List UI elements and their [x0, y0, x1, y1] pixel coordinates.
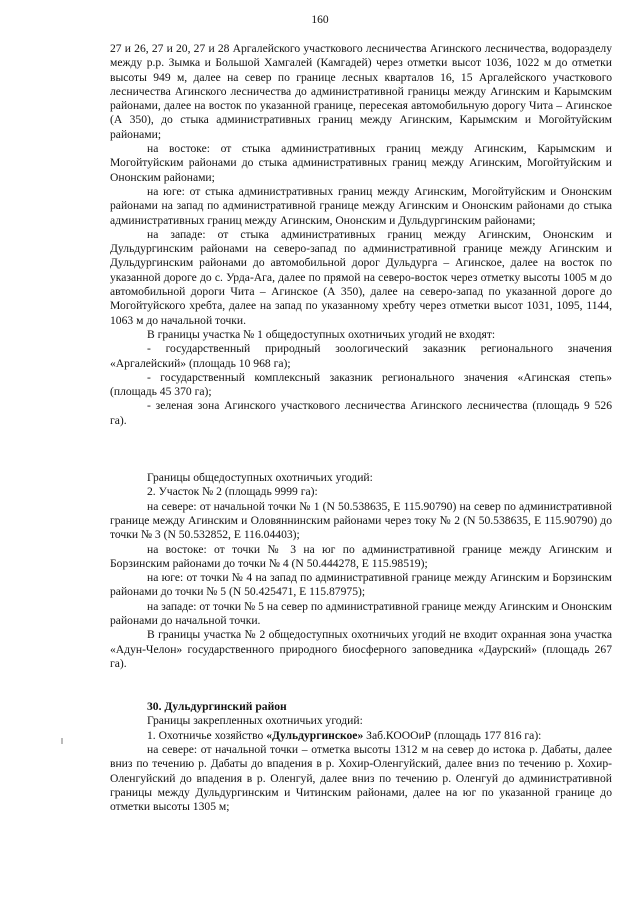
paragraph-continuation: 27 и 26, 27 и 20, 27 и 28 Аргалейского участкового лесничества Агинского лесничества, водоразделу между р.р. Зымка и Большой Хамгалей (Камгадей) через отметки высот 1036, 1022 м до отметки высоты 949 м, далее на север по границе лесных кварталов 16, 15 Аргалейского участкового лесничества Агинского лесничества до административной границы между Агинским и Карымским районами, далее на восток по указанной границе, пересекая автомобильную дорогу Чита – Агинское (А 350), до стыка административных границ между Агинским, Карымским и Могойтуйским районами;	[110, 42, 612, 141]
spacer	[110, 671, 612, 700]
paragraph-south: на юге: от точки № 4 на запад по административной границе между Агинским и Борзинским районами до точки № 5 (N 50.425471, E 115.87975);	[110, 571, 612, 599]
paragraph-north: на севере: от начальной точки – отметка высоты 1312 м на север до истока р. Дабаты, далее вниз по течению р. Дабаты до впадения в р. Хохир-Оленгуйский, далее вниз по течению р. Хохир-Оленгуйский до впадения в р. Оленгуй, далее вниз по течению р. Оленгуй до административной границы между Дульдургинским и Читинским районами, далее на юг по указанной границе до отметки высоты 1305 м;	[110, 743, 612, 814]
district-heading: 30. Дульдургинский район	[147, 700, 287, 714]
section-subheading: Границы закрепленных охотничьих угодий:	[147, 714, 363, 728]
exclusion-item: - государственный комплексный заказник регионального значения «Агинская степь» (площадь 45 370 га);	[110, 370, 612, 399]
paragraph-north: на севере: от начальной точки № 1 (N 50.538635, E 115.90790) на север по административной границе между Агинским и Оловяннинским районами через току № 2 (N 50.538635, E 115.90790) до точки № 3 (N 50.532852, E 116.04403);	[110, 499, 612, 542]
farm-name: «Дульдургинское»	[266, 728, 364, 742]
exclusion-item: - зеленая зона Агинского участкового лесничества Агинского лесничества (площадь 9 526 га).	[110, 399, 612, 427]
paragraph-exclusion: В границы участка № 2 общедоступных охотничьих угодий не входит охранная зона участка «Адун-Челон» государственного природного биосферного заповедника «Даурский» (площадь 267 га).	[110, 628, 612, 670]
spacer	[110, 428, 612, 471]
paragraph-exclusions-heading: В границы участка № 1 общедоступных охотничьих угодий не входят:	[147, 327, 496, 341]
paragraph-east: на востоке: от стыка административных границ между Агинским, Карымским и Могойтуйским районами до стыка административных границ между Агинским, Могойтуйским и Ононским районами;	[110, 142, 612, 184]
paragraph-south: на юге: от стыка административных границ между Агинским, Могойтуйским и Ононским районами на запад по административной границе между Агинским и Ононским районами до стыка административных границ между Агинским, Ононским и Дульдургинским районами;	[110, 184, 612, 227]
document-body	[110, 42, 612, 815]
plot-heading: 2. Участок № 2 (площадь 9999 га):	[147, 485, 318, 499]
page-number: 160	[311, 14, 329, 26]
paragraph-west: на западе: от точки № 5 на север по административной границе между Агинским и Ононским районами до начальной точки.	[110, 599, 612, 627]
exclusion-item: - государственный природный зоологический заказник регионального значения «Аргалейский» (площадь 10 968 га);	[110, 342, 612, 370]
paragraph-east: на востоке: от точки № 3 на юг по административной границе между Агинским и Борзинским районами до точки № 4 (N 50.444278, E 115.98519);	[110, 542, 612, 570]
farm-suffix: Заб.КОООиР (площадь 177 816 га):	[363, 728, 542, 742]
hunting-farm-heading	[110, 729, 612, 743]
section-subheading: Границы общедоступных охотничьих угодий:	[147, 471, 373, 485]
scan-mark	[61, 738, 63, 744]
farm-prefix: 1. Охотничье хозяйство	[147, 728, 267, 742]
paragraph-west: на западе: от стыка административных границ между Агинским, Ононским и Дульдургинским районами на северо-запад по административной границе между Агинским и Дульдургинским районами до автомобильной дорог Дульдурга – Агинское, далее на восток по указанной дороге до с. Урда-Ага, далее по прямой на северо-восток через отметку высоты 1005 м до автомобильной дороги Чита – Агинское (А 350), далее на северо-запад по указанной дороге до Могойтуйского хребта, далее на запад по указанному хребту через отметки высот 1031, 1095, 1144, 1063 м до начальной точки.	[110, 227, 612, 327]
